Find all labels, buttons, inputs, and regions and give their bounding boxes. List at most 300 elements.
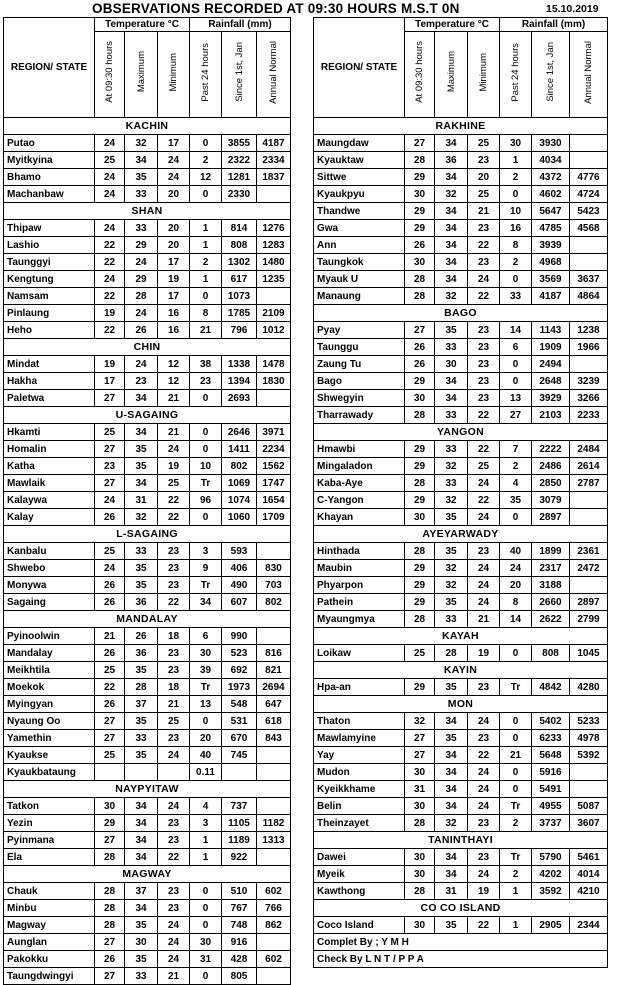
rain-since-jan: 2222 bbox=[532, 441, 570, 458]
rain-since-jan: 5491 bbox=[532, 781, 570, 798]
rain-since-jan: 745 bbox=[222, 747, 257, 764]
at-0930-hours-header bbox=[405, 32, 435, 118]
temp-minimum: 23 bbox=[158, 832, 190, 849]
rain-since-jan: 2646 bbox=[222, 424, 257, 441]
temp-minimum: 21 bbox=[158, 390, 190, 407]
region-name: L-SAGAING bbox=[4, 526, 291, 543]
temp-at-0930: 27 bbox=[95, 441, 125, 458]
region-row bbox=[314, 900, 608, 917]
temp-at-0930: 25 bbox=[95, 152, 125, 169]
temp-maximum: 26 bbox=[125, 322, 158, 339]
rain-past-24h: 2 bbox=[500, 815, 532, 832]
rain-annual-normal: 1235 bbox=[257, 271, 291, 288]
station-name: Thipaw bbox=[4, 220, 95, 237]
rain-annual-normal: 1562 bbox=[257, 458, 291, 475]
table-row bbox=[314, 322, 608, 339]
rain-since-jan: 1074 bbox=[222, 492, 257, 509]
temp-at-0930: 17 bbox=[95, 373, 125, 390]
maximum-header-label: Maximum bbox=[135, 51, 147, 93]
region-row bbox=[314, 305, 608, 322]
past-24-hours-header-label: Past 24 hours bbox=[200, 42, 211, 102]
temp-at-0930: 28 bbox=[405, 815, 435, 832]
check-by-credit: Check By L N T / P P A bbox=[314, 951, 608, 968]
temp-maximum: 33 bbox=[125, 220, 158, 237]
temp-minimum: 24 bbox=[468, 560, 500, 577]
rain-since-jan: 4202 bbox=[532, 866, 570, 883]
temp-minimum: 22 bbox=[468, 492, 500, 509]
station-name: Kalaywa bbox=[4, 492, 95, 509]
rain-annual-normal: 830 bbox=[257, 560, 291, 577]
temp-at-0930: 26 bbox=[405, 339, 435, 356]
table-row bbox=[4, 798, 291, 815]
temp-minimum: 18 bbox=[158, 628, 190, 645]
table-row bbox=[314, 203, 608, 220]
temp-maximum: 32 bbox=[125, 509, 158, 526]
temp-at-0930: 24 bbox=[95, 220, 125, 237]
temp-at-0930: 29 bbox=[95, 815, 125, 832]
station-name: Kyaukbataung bbox=[4, 764, 95, 781]
rain-since-jan: 3079 bbox=[532, 492, 570, 509]
rain-annual-normal: 5392 bbox=[570, 747, 608, 764]
temp-at-0930: 26 bbox=[405, 356, 435, 373]
station-name: Belin bbox=[314, 798, 405, 815]
station-name: Phyarpon bbox=[314, 577, 405, 594]
temp-maximum: 34 bbox=[125, 390, 158, 407]
temp-minimum bbox=[158, 764, 190, 781]
table-row bbox=[314, 781, 608, 798]
temp-at-0930: 27 bbox=[405, 747, 435, 764]
temp-maximum: 23 bbox=[125, 373, 158, 390]
temp-minimum: 20 bbox=[158, 186, 190, 203]
table-row bbox=[4, 390, 291, 407]
table-row bbox=[314, 849, 608, 866]
station-name: Zaung Tu bbox=[314, 356, 405, 373]
temp-maximum: 30 bbox=[435, 356, 468, 373]
station-name: Kyeikkhame bbox=[314, 781, 405, 798]
temp-maximum: 35 bbox=[435, 322, 468, 339]
rain-since-jan: 808 bbox=[222, 237, 257, 254]
station-name: Ela bbox=[4, 849, 95, 866]
rain-since-jan: 805 bbox=[222, 968, 257, 985]
station-name: Bago bbox=[314, 373, 405, 390]
rain-since-jan: 692 bbox=[222, 662, 257, 679]
region-name: MON bbox=[314, 696, 608, 713]
rain-past-24h: 8 bbox=[500, 594, 532, 611]
rain-annual-normal: 862 bbox=[257, 917, 291, 934]
station-name: Paletwa bbox=[4, 390, 95, 407]
table-row bbox=[314, 815, 608, 832]
region-name: SHAN bbox=[4, 203, 291, 220]
rain-past-24h: 0 bbox=[190, 135, 222, 152]
past-24-hours-header bbox=[190, 32, 222, 118]
temp-minimum: 25 bbox=[468, 458, 500, 475]
temp-minimum: 23 bbox=[468, 254, 500, 271]
temp-minimum: 24 bbox=[158, 747, 190, 764]
temp-at-0930: 29 bbox=[405, 441, 435, 458]
temp-minimum: 22 bbox=[468, 747, 500, 764]
temp-maximum: 34 bbox=[125, 832, 158, 849]
rain-since-jan: 2103 bbox=[532, 407, 570, 424]
table-row bbox=[4, 305, 291, 322]
rain-annual-normal: 2484 bbox=[570, 441, 608, 458]
rain-since-jan: 1073 bbox=[222, 288, 257, 305]
right-observation-table bbox=[313, 17, 608, 968]
temp-at-0930: 26 bbox=[95, 951, 125, 968]
temp-maximum: 35 bbox=[435, 917, 468, 934]
region-name: KAYAH bbox=[314, 628, 608, 645]
rain-past-24h: 0 bbox=[190, 390, 222, 407]
table-row bbox=[4, 186, 291, 203]
table-row bbox=[4, 254, 291, 271]
rain-annual-normal: 5233 bbox=[570, 713, 608, 730]
table-row bbox=[314, 866, 608, 883]
table-row bbox=[314, 186, 608, 203]
rain-annual-normal: 4978 bbox=[570, 730, 608, 747]
temp-at-0930: 27 bbox=[95, 713, 125, 730]
temp-minimum: 25 bbox=[158, 475, 190, 492]
table-row bbox=[4, 594, 291, 611]
page-header bbox=[0, 0, 632, 18]
temp-maximum: 35 bbox=[435, 730, 468, 747]
rain-annual-normal bbox=[570, 492, 608, 509]
table-row bbox=[4, 917, 291, 934]
rain-past-24h: 40 bbox=[500, 543, 532, 560]
region-row bbox=[314, 526, 608, 543]
rain-past-24h: 0 bbox=[190, 186, 222, 203]
temp-at-0930: 23 bbox=[95, 458, 125, 475]
temp-minimum: 24 bbox=[158, 169, 190, 186]
table-row bbox=[4, 135, 291, 152]
rain-past-24h: 0 bbox=[500, 645, 532, 662]
temp-maximum: 35 bbox=[435, 509, 468, 526]
rain-since-jan: 510 bbox=[222, 883, 257, 900]
temp-minimum: 16 bbox=[158, 322, 190, 339]
rain-annual-normal: 3239 bbox=[570, 373, 608, 390]
temp-at-0930: 30 bbox=[405, 849, 435, 866]
region-name: CHIN bbox=[4, 339, 291, 356]
station-name: Taungkok bbox=[314, 254, 405, 271]
rain-past-24h: 0 bbox=[500, 730, 532, 747]
since-1st-jan-header-label: Since 1st, Jan bbox=[545, 42, 556, 102]
rain-past-24h: 23 bbox=[190, 373, 222, 390]
table-row bbox=[314, 730, 608, 747]
temp-minimum: 23 bbox=[468, 339, 500, 356]
temp-maximum: 31 bbox=[125, 492, 158, 509]
temp-at-0930: 22 bbox=[95, 288, 125, 305]
rain-annual-normal: 3971 bbox=[257, 424, 291, 441]
region-state-header: REGION/ STATE bbox=[4, 18, 95, 118]
temp-at-0930: 29 bbox=[405, 577, 435, 594]
temp-minimum: 21 bbox=[158, 424, 190, 441]
temp-maximum: 34 bbox=[125, 900, 158, 917]
temp-minimum: 23 bbox=[468, 220, 500, 237]
temp-at-0930: 25 bbox=[405, 645, 435, 662]
rain-since-jan: 593 bbox=[222, 543, 257, 560]
temp-minimum: 12 bbox=[158, 373, 190, 390]
rain-since-jan: 814 bbox=[222, 220, 257, 237]
rain-past-24h: 0 bbox=[500, 356, 532, 373]
temp-minimum: 24 bbox=[158, 917, 190, 934]
station-name: Pyinoolwin bbox=[4, 628, 95, 645]
rain-annual-normal: 1045 bbox=[570, 645, 608, 662]
rain-annual-normal: 2234 bbox=[257, 441, 291, 458]
temp-minimum: 24 bbox=[468, 866, 500, 883]
rain-past-24h: Tr bbox=[500, 798, 532, 815]
table-row bbox=[4, 832, 291, 849]
temp-at-0930: 28 bbox=[405, 543, 435, 560]
rain-past-24h: 20 bbox=[500, 577, 532, 594]
table-row bbox=[4, 968, 291, 985]
temp-minimum: 23 bbox=[158, 645, 190, 662]
temp-maximum: 35 bbox=[125, 577, 158, 594]
station-name: Dawei bbox=[314, 849, 405, 866]
rain-since-jan: 2322 bbox=[222, 152, 257, 169]
rain-annual-normal bbox=[257, 747, 291, 764]
region-row bbox=[314, 118, 608, 135]
temp-minimum: 23 bbox=[158, 662, 190, 679]
rain-since-jan: 2486 bbox=[532, 458, 570, 475]
rain-past-24h: 30 bbox=[190, 934, 222, 951]
header-row-group bbox=[4, 18, 291, 32]
table-row bbox=[314, 645, 608, 662]
rain-annual-normal: 1283 bbox=[257, 237, 291, 254]
temp-minimum: 24 bbox=[158, 152, 190, 169]
rain-past-24h: 13 bbox=[190, 696, 222, 713]
minimum-header bbox=[158, 32, 190, 118]
temp-maximum: 36 bbox=[125, 645, 158, 662]
temp-minimum: 24 bbox=[468, 781, 500, 798]
rain-since-jan: 1899 bbox=[532, 543, 570, 560]
rain-annual-normal: 2799 bbox=[570, 611, 608, 628]
station-name: Yamethin bbox=[4, 730, 95, 747]
rain-annual-normal bbox=[257, 849, 291, 866]
temp-minimum: 24 bbox=[158, 951, 190, 968]
temp-maximum: 34 bbox=[125, 849, 158, 866]
maximum-header-label: Maximum bbox=[445, 51, 457, 93]
temp-maximum: 34 bbox=[125, 475, 158, 492]
region-name: U-SAGAING bbox=[4, 407, 291, 424]
rain-since-jan: 1973 bbox=[222, 679, 257, 696]
rain-annual-normal: 3266 bbox=[570, 390, 608, 407]
station-name: Taungdwingyi bbox=[4, 968, 95, 985]
temp-at-0930: 29 bbox=[405, 203, 435, 220]
rain-annual-normal: 3637 bbox=[570, 271, 608, 288]
temp-at-0930: 25 bbox=[95, 747, 125, 764]
region-name: RAKHINE bbox=[314, 118, 608, 135]
temp-at-0930: 25 bbox=[95, 424, 125, 441]
temp-maximum: 24 bbox=[125, 254, 158, 271]
rain-past-24h: 20 bbox=[190, 730, 222, 747]
rain-annual-normal: 3607 bbox=[570, 815, 608, 832]
rain-since-jan: 5648 bbox=[532, 747, 570, 764]
temp-minimum: 22 bbox=[468, 441, 500, 458]
rain-since-jan: 4968 bbox=[532, 254, 570, 271]
region-row bbox=[4, 118, 291, 135]
temperature-header: Temperature °C bbox=[405, 18, 500, 32]
table-row bbox=[4, 628, 291, 645]
table-row bbox=[4, 900, 291, 917]
rain-annual-normal bbox=[257, 934, 291, 951]
temp-maximum: 34 bbox=[435, 798, 468, 815]
rain-since-jan: 1105 bbox=[222, 815, 257, 832]
rain-since-jan: 670 bbox=[222, 730, 257, 747]
temp-at-0930: 24 bbox=[95, 135, 125, 152]
rain-since-jan: 1785 bbox=[222, 305, 257, 322]
header-row-group bbox=[314, 18, 608, 32]
table-row bbox=[314, 764, 608, 781]
table-row bbox=[314, 254, 608, 271]
rain-past-24h: 30 bbox=[190, 645, 222, 662]
temp-minimum: 23 bbox=[158, 815, 190, 832]
rain-since-jan: 1060 bbox=[222, 509, 257, 526]
temp-at-0930: 25 bbox=[95, 543, 125, 560]
rain-annual-normal: 766 bbox=[257, 900, 291, 917]
region-row bbox=[4, 339, 291, 356]
temp-maximum: 36 bbox=[125, 594, 158, 611]
temp-at-0930: 26 bbox=[95, 645, 125, 662]
table-row bbox=[314, 390, 608, 407]
station-name: Yay bbox=[314, 747, 405, 764]
table-row bbox=[314, 883, 608, 900]
station-name: Magway bbox=[4, 917, 95, 934]
region-name: MANDALAY bbox=[4, 611, 291, 628]
region-row bbox=[4, 781, 291, 798]
rainfall-header: Rainfall (mm) bbox=[190, 18, 291, 32]
table-row bbox=[4, 492, 291, 509]
left-observation-table bbox=[3, 17, 291, 985]
rain-since-jan: 2660 bbox=[532, 594, 570, 611]
rain-annual-normal bbox=[257, 798, 291, 815]
temp-at-0930: 22 bbox=[95, 237, 125, 254]
rain-past-24h: 2 bbox=[500, 254, 532, 271]
rain-since-jan: 796 bbox=[222, 322, 257, 339]
rain-past-24h: 0 bbox=[190, 288, 222, 305]
rain-since-jan: 5402 bbox=[532, 713, 570, 730]
temp-at-0930: 28 bbox=[405, 611, 435, 628]
rain-past-24h: Tr bbox=[500, 679, 532, 696]
rain-since-jan: 3188 bbox=[532, 577, 570, 594]
temp-maximum: 34 bbox=[435, 849, 468, 866]
rain-since-jan: 4187 bbox=[532, 288, 570, 305]
temp-maximum: 34 bbox=[435, 373, 468, 390]
temp-minimum: 17 bbox=[158, 288, 190, 305]
rain-past-24h: 7 bbox=[500, 441, 532, 458]
temp-minimum: 24 bbox=[468, 271, 500, 288]
rain-past-24h: 8 bbox=[500, 237, 532, 254]
table-row bbox=[314, 917, 608, 934]
rain-since-jan: 1189 bbox=[222, 832, 257, 849]
rain-since-jan: 3569 bbox=[532, 271, 570, 288]
station-name: Heho bbox=[4, 322, 95, 339]
observation-table-left bbox=[3, 17, 291, 985]
rain-past-24h: 1 bbox=[500, 917, 532, 934]
temp-maximum: 24 bbox=[125, 305, 158, 322]
rain-since-jan: 4785 bbox=[532, 220, 570, 237]
temp-maximum: 33 bbox=[125, 730, 158, 747]
region-row bbox=[314, 832, 608, 849]
rain-annual-normal: 1276 bbox=[257, 220, 291, 237]
rain-since-jan: 3939 bbox=[532, 237, 570, 254]
temp-at-0930: 28 bbox=[405, 883, 435, 900]
rain-since-jan: 990 bbox=[222, 628, 257, 645]
temp-maximum: 32 bbox=[435, 577, 468, 594]
table-row bbox=[314, 135, 608, 152]
rain-annual-normal: 2787 bbox=[570, 475, 608, 492]
table-row bbox=[4, 475, 291, 492]
station-name: Myeik bbox=[314, 866, 405, 883]
table-row bbox=[314, 339, 608, 356]
station-name: Myitkyina bbox=[4, 152, 95, 169]
table-row bbox=[314, 407, 608, 424]
temp-minimum: 25 bbox=[158, 713, 190, 730]
rain-past-24h: 2 bbox=[500, 169, 532, 186]
temp-at-0930: 30 bbox=[405, 254, 435, 271]
table-row bbox=[314, 220, 608, 237]
temp-minimum: 24 bbox=[468, 577, 500, 594]
rain-since-jan: 3930 bbox=[532, 135, 570, 152]
rain-past-24h: 31 bbox=[190, 951, 222, 968]
rain-past-24h: 14 bbox=[500, 611, 532, 628]
rain-since-jan bbox=[222, 764, 257, 781]
rain-annual-normal: 2361 bbox=[570, 543, 608, 560]
table-row bbox=[4, 322, 291, 339]
station-name: Taunggyi bbox=[4, 254, 95, 271]
table-row bbox=[314, 713, 608, 730]
temp-minimum: 22 bbox=[158, 492, 190, 509]
temp-at-0930: 30 bbox=[405, 186, 435, 203]
temp-maximum: 35 bbox=[125, 169, 158, 186]
region-name: BAGO bbox=[314, 305, 608, 322]
table-row bbox=[4, 356, 291, 373]
rain-annual-normal: 2694 bbox=[257, 679, 291, 696]
rain-annual-normal: 4776 bbox=[570, 169, 608, 186]
temp-maximum: 34 bbox=[435, 237, 468, 254]
temp-maximum: 32 bbox=[125, 135, 158, 152]
rain-past-24h: Tr bbox=[190, 475, 222, 492]
table-row bbox=[314, 594, 608, 611]
table-row bbox=[314, 798, 608, 815]
region-name: TANINTHAYI bbox=[314, 832, 608, 849]
station-name: Meikhtila bbox=[4, 662, 95, 679]
temp-at-0930: 27 bbox=[95, 832, 125, 849]
annual-normal-header-label: Annual Normal bbox=[583, 40, 594, 104]
temp-minimum: 24 bbox=[468, 713, 500, 730]
temp-maximum: 34 bbox=[125, 424, 158, 441]
rain-since-jan: 1338 bbox=[222, 356, 257, 373]
table-row bbox=[4, 169, 291, 186]
station-name: Thandwe bbox=[314, 203, 405, 220]
rain-past-24h: 34 bbox=[190, 594, 222, 611]
temp-minimum: 22 bbox=[158, 849, 190, 866]
temp-maximum: 28 bbox=[125, 679, 158, 696]
station-name: Loikaw bbox=[314, 645, 405, 662]
temp-at-0930: 28 bbox=[405, 475, 435, 492]
table-row bbox=[314, 237, 608, 254]
temp-at-0930: 22 bbox=[95, 679, 125, 696]
temp-at-0930: 30 bbox=[405, 798, 435, 815]
rain-annual-normal bbox=[257, 186, 291, 203]
station-name: Yezin bbox=[4, 815, 95, 832]
temp-minimum: 22 bbox=[468, 407, 500, 424]
rain-annual-normal bbox=[570, 356, 608, 373]
temp-maximum: 32 bbox=[435, 560, 468, 577]
station-name: Hakha bbox=[4, 373, 95, 390]
rain-past-24h: 2 bbox=[190, 152, 222, 169]
station-name: Putao bbox=[4, 135, 95, 152]
rain-since-jan: 4372 bbox=[532, 169, 570, 186]
temp-maximum: 32 bbox=[435, 815, 468, 832]
rain-past-24h: 13 bbox=[500, 390, 532, 407]
